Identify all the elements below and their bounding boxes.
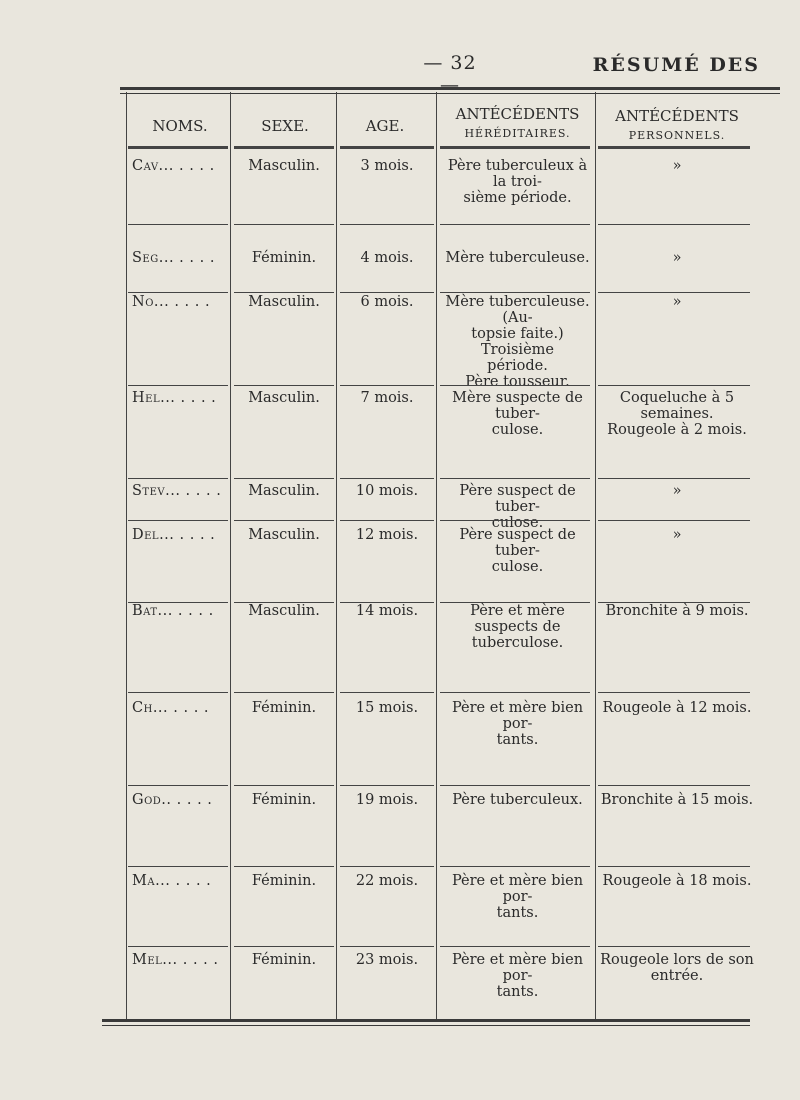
bottom-rule <box>102 1019 750 1022</box>
table-row-age: 14 mois. <box>355 603 419 619</box>
hereditary-line: tuberculose. <box>471 635 564 651</box>
personal-line: Rougeole à 12 mois. <box>602 700 752 716</box>
personal-line: Rougeole lors de son <box>600 952 754 968</box>
row-rule <box>128 292 228 293</box>
row-rule <box>234 946 334 947</box>
column-rule <box>126 92 127 1022</box>
row-rule <box>234 146 334 149</box>
hereditary-line: Père tuberculeux à la troi- <box>447 158 588 190</box>
table-row-name: Stev... . . . . <box>132 483 222 499</box>
header-sexe: SEXE. <box>261 117 309 135</box>
row-rule <box>340 785 434 786</box>
hereditary-line: tants. <box>496 905 539 921</box>
table-row-name: Bat... . . . . <box>132 603 214 619</box>
hereditary-line: Père et mère bien por- <box>451 952 584 984</box>
row-rule <box>598 292 750 293</box>
row-rule <box>128 946 228 947</box>
personal-line: » <box>672 294 682 310</box>
table-row-personal <box>597 294 757 310</box>
row-rule <box>128 692 228 693</box>
personal-line: » <box>672 250 682 266</box>
row-rule <box>234 224 334 225</box>
hereditary-line: période. <box>487 358 548 374</box>
table-row-age: 22 mois. <box>355 873 419 889</box>
table-row-sex: Féminin. <box>251 700 317 716</box>
row-rule <box>440 866 590 867</box>
row-rule <box>340 692 434 693</box>
header-noms: NOMS. <box>152 117 208 135</box>
table-row-hereditary <box>440 792 595 808</box>
row-rule <box>440 692 590 693</box>
row-rule <box>440 292 590 293</box>
hereditary-line: Père et mère bien por- <box>451 873 584 905</box>
row-rule <box>234 785 334 786</box>
hereditary-line: sième période. <box>463 190 572 206</box>
row-rule <box>440 785 590 786</box>
header-antecedents-personnels-sub: PERSONNELS. <box>628 129 726 142</box>
personal-line: Bronchite à 9 mois. <box>605 603 749 619</box>
table-row-sex: Masculin. <box>248 527 320 543</box>
hereditary-line: topsie faite.) Troisième <box>471 326 564 358</box>
row-rule <box>598 692 750 693</box>
table-row-personal <box>597 792 757 808</box>
table-row-name: Cav... . . . . <box>132 158 215 174</box>
table-row-age: 7 mois. <box>360 390 414 406</box>
table-row-sex: Féminin. <box>251 952 317 968</box>
table-row-hereditary <box>440 483 595 531</box>
personal-line: entrée. <box>650 968 704 984</box>
row-rule <box>128 520 228 521</box>
row-rule <box>440 478 590 479</box>
column-rule <box>436 92 437 1022</box>
header-antecedents-personnels-title: ANTÉCÉDENTS <box>615 107 739 125</box>
header-antecedents-hereditaires <box>440 105 595 140</box>
table-row-age: 6 mois. <box>360 294 414 310</box>
table-row-hereditary <box>440 250 595 266</box>
row-rule <box>598 146 750 149</box>
table-row-hereditary <box>440 952 595 1000</box>
hereditary-line: Mère tuberculeuse. (Au- <box>445 294 590 326</box>
table-row-personal <box>597 158 757 174</box>
row-rule <box>234 866 334 867</box>
row-rule <box>440 146 590 149</box>
row-rule <box>340 292 434 293</box>
row-rule <box>128 146 228 149</box>
row-rule <box>128 866 228 867</box>
row-rule <box>598 946 750 947</box>
table-row-personal <box>597 390 757 438</box>
table-row-name: God.. . . . . <box>132 792 213 808</box>
row-rule <box>440 224 590 225</box>
row-rule <box>340 946 434 947</box>
table-row-name: Mel... . . . . <box>132 952 219 968</box>
hereditary-line: culose. <box>491 559 544 575</box>
row-rule <box>234 520 334 521</box>
header-age: AGE. <box>365 117 405 135</box>
table-row-hereditary <box>440 294 595 390</box>
row-rule <box>340 520 434 521</box>
table-row-sex: Féminin. <box>251 792 317 808</box>
table-row-hereditary <box>440 390 595 438</box>
table-row-sex: Féminin. <box>251 873 317 889</box>
hereditary-line: Père et mère bien por- <box>451 700 584 732</box>
running-title: RÉSUMÉ DES <box>592 54 760 76</box>
row-rule <box>128 224 228 225</box>
table-row-age: 15 mois. <box>355 700 419 716</box>
row-rule <box>340 146 434 149</box>
table-row-sex: Féminin. <box>251 250 317 266</box>
row-rule <box>598 385 750 386</box>
table-row-age: 19 mois. <box>355 792 419 808</box>
row-rule <box>340 385 434 386</box>
table-row-sex: Masculin. <box>248 158 320 174</box>
row-rule <box>340 224 434 225</box>
table-row-sex: Masculin. <box>248 603 320 619</box>
table-row-age: 4 mois. <box>360 250 414 266</box>
hereditary-line: Père tuberculeux. <box>452 792 583 808</box>
hereditary-line: tants. <box>496 984 539 1000</box>
row-rule <box>440 946 590 947</box>
personal-line: » <box>672 483 682 499</box>
column-rule <box>230 92 231 1022</box>
hereditary-line: Mère suspecte de tuber- <box>452 390 583 422</box>
table-row-name: Ch... . . . . <box>132 700 210 716</box>
table-row-hereditary <box>440 603 595 651</box>
row-rule <box>128 785 228 786</box>
column-rule <box>336 92 337 1022</box>
hereditary-line: culose. <box>491 422 544 438</box>
table-row-sex: Masculin. <box>248 294 320 310</box>
row-rule <box>598 224 750 225</box>
row-rule <box>234 692 334 693</box>
bottom-rule-thin <box>102 1025 750 1026</box>
personal-line: » <box>672 158 682 174</box>
table-row-age: 23 mois. <box>355 952 419 968</box>
hereditary-line: Père suspect de tuber- <box>459 483 576 515</box>
personal-line: Coqueluche à 5 semaines. <box>619 390 735 422</box>
table-row-personal <box>597 483 757 499</box>
table-row-sex: Masculin. <box>248 483 320 499</box>
table-row-personal <box>597 603 757 619</box>
row-rule <box>128 478 228 479</box>
top-rule-thin <box>120 93 780 94</box>
table-row-name: Del... . . . . <box>132 527 216 543</box>
table-row-age: 10 mois. <box>355 483 419 499</box>
row-rule <box>598 866 750 867</box>
column-rule <box>595 92 596 1022</box>
row-rule <box>440 385 590 386</box>
hereditary-line: Père suspect de tuber- <box>459 527 576 559</box>
hereditary-line: Père et mère suspects de <box>470 603 565 635</box>
row-rule <box>128 385 228 386</box>
table-row-name: Ma... . . . . <box>132 873 212 889</box>
personal-line: Bronchite à 15 mois. <box>600 792 754 808</box>
row-rule <box>598 478 750 479</box>
header-antecedents-hereditaires-title: ANTÉCÉDENTS <box>455 105 580 123</box>
row-rule <box>440 520 590 521</box>
table-row-name: Seg... . . . . <box>132 250 215 266</box>
top-rule <box>120 87 780 90</box>
row-rule <box>234 478 334 479</box>
table-row-sex: Masculin. <box>248 390 320 406</box>
page-number: — 32 — <box>423 52 477 96</box>
table-row-name: Hel... . . . . <box>132 390 217 406</box>
row-rule <box>598 785 750 786</box>
hereditary-line: Mère tuberculeuse. <box>445 250 590 266</box>
personal-line: Rougeole à 18 mois. <box>602 873 752 889</box>
row-rule <box>234 292 334 293</box>
table-row-name: No... . . . . <box>132 294 211 310</box>
personal-line: Rougeole à 2 mois. <box>607 422 747 438</box>
table-row-personal <box>597 700 757 716</box>
hereditary-line: culose. <box>491 515 544 531</box>
row-rule <box>340 478 434 479</box>
table-row-personal <box>597 873 757 889</box>
table-row-hereditary <box>440 700 595 748</box>
table-row-hereditary <box>440 873 595 921</box>
table-row-age: 3 mois. <box>360 158 414 174</box>
hereditary-line: Père tousseur. <box>465 374 570 390</box>
row-rule <box>234 385 334 386</box>
table-row-hereditary <box>440 158 595 206</box>
hereditary-line: tants. <box>496 732 539 748</box>
table-row-age: 12 mois. <box>355 527 419 543</box>
row-rule <box>598 520 750 521</box>
header-antecedents-hereditaires-sub: HÉRÉDITAIRES. <box>464 127 571 140</box>
header-antecedents-personnels <box>597 107 757 142</box>
personal-line: » <box>672 527 682 543</box>
table-row-personal <box>597 250 757 266</box>
table-row-personal <box>597 952 757 984</box>
table-row-hereditary <box>440 527 595 575</box>
row-rule <box>340 866 434 867</box>
table-row-personal <box>597 527 757 543</box>
